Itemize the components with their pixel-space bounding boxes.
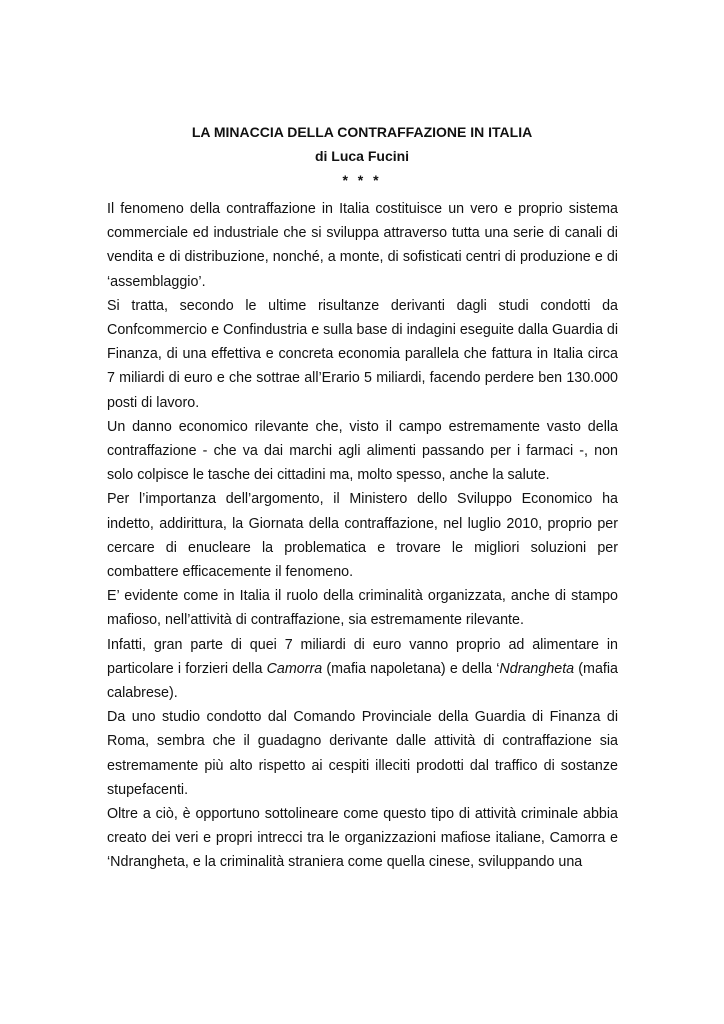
paragraph: E’ evidente come in Italia il ruolo della criminalità organizzata, anche di stampo mafioso, nell’attività di contraffazione, sia estremamente rilevante. <box>107 588 618 629</box>
section-separator: * * * <box>342 172 382 188</box>
paragraph: Il fenomeno della contraffazione in Italia costituisce un vero e proprio sistema commerciale ed industriale che si sviluppa attraverso tutta una serie di canali di vendita e di distribuzione, nonché, a monte, di sofisticati centri di produzione e di ‘assemblaggio’. <box>107 201 618 290</box>
article-body <box>107 197 618 875</box>
paragraph <box>107 633 618 706</box>
document-author: di Luca Fucini <box>314 148 410 164</box>
paragraph-text: Infatti, gran parte di quei 7 miliardi di euro vanno proprio ad alimentare in particolare i forzieri della <box>107 636 618 677</box>
paragraph: Un danno economico rilevante che, visto il campo estremamente vasto della contraffazione - che va dai marchi agli alimenti passando per i farmaci -, non solo colpisce le tasche dei cittadini ma, molto spesso, anche la salute. <box>107 418 618 484</box>
italic-term-camorra: Camorra <box>266 660 323 677</box>
paragraph: Per l’importanza dell’argomento, il Ministero dello Sviluppo Economico ha indetto, addirittura, la Giornata della contraffazione, nel luglio 2010, proprio per cercare di enucleare la problematica e trovare le migliori soluzioni per combattere efficacemente il fenomeno. <box>107 491 618 581</box>
paragraph-text: (mafia calabrese). <box>107 660 618 702</box>
paragraph-text: (mafia napoletana) e della ‘ <box>322 660 500 677</box>
document-title: LA MINACCIA DELLA CONTRAFFAZIONE IN ITALIA <box>191 124 533 140</box>
paragraph: Da uno studio condotto dal Comando Provinciale della Guardia di Finanza di Roma, sembra che il guadagno derivante dalle attività di contraffazione sia estremamente più alto rispetto ai cespiti illeciti prodotti dal traffico di sostanze stupefacenti. <box>107 709 618 798</box>
paragraph: Si tratta, secondo le ultime risultanze derivanti dagli studi condotti da Confcommercio e Confindustria e sulla base di indagini eseguite dalla Guardia di Finanza, di una effettiva e concreta economia parallela che fattura in Italia circa 7 miliardi di euro e che sottrae all’Erario 5 miliardi, facendo perdere ben 130.000 posti di lavoro. <box>107 297 619 411</box>
paragraph: Oltre a ciò, è opportuno sottolineare come questo tipo di attività criminale abbia creato dei veri e propri intrecci tra le organizzazioni mafiose italiane, Camorra e ‘Ndrangheta, e la criminalità straniera come quella cinese, sviluppando una <box>107 806 618 871</box>
italic-term-ndrangheta: Ndrangheta <box>499 660 575 677</box>
